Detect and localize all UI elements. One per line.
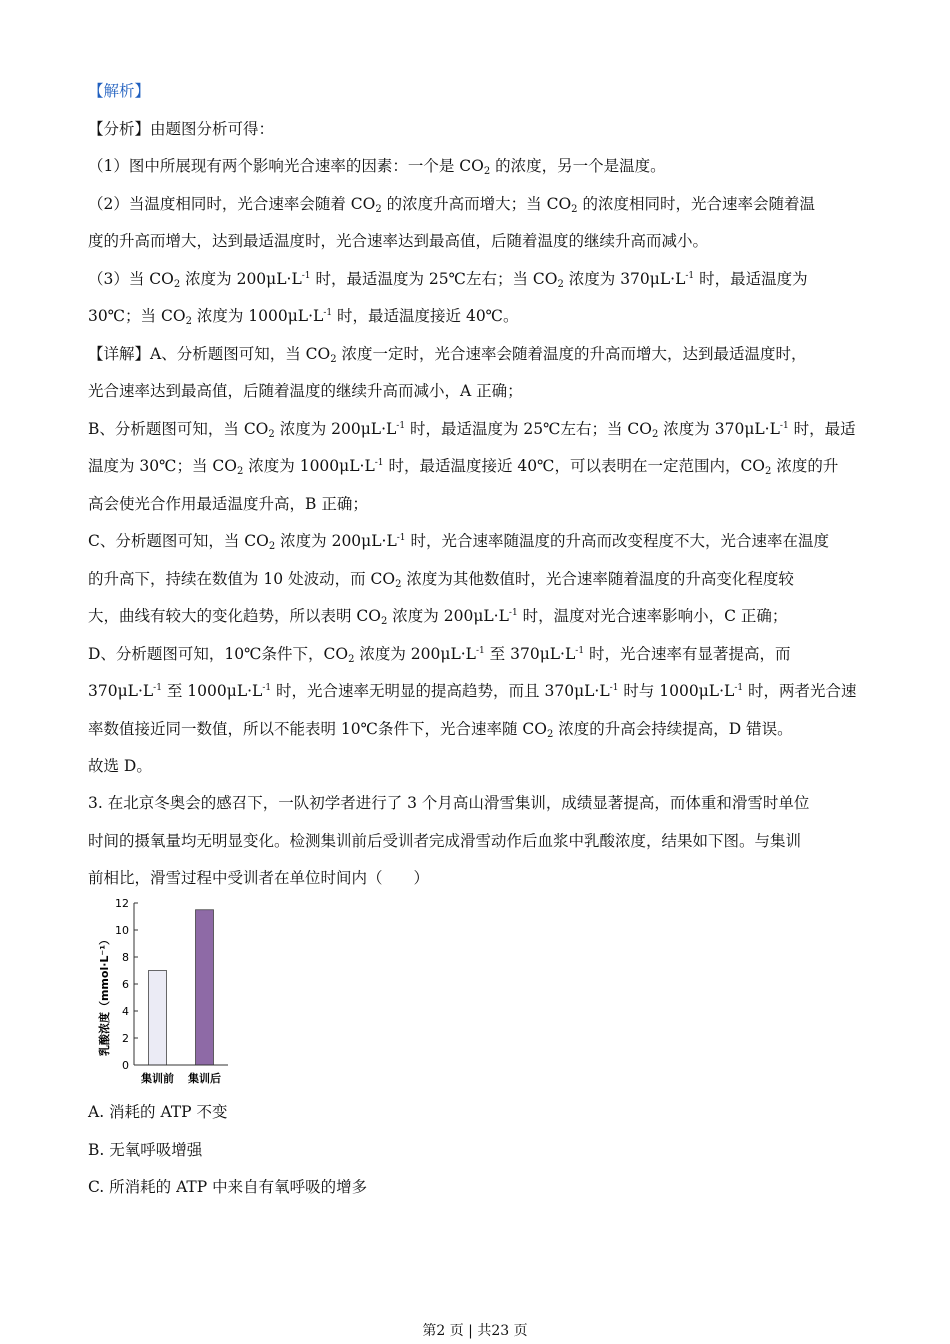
detail-option-b-end: 高会使光合作用最适温度升高，B 正确；: [88, 495, 368, 513]
option-a[interactable]: A. 消耗的 ATP 不变: [88, 1103, 228, 1121]
question-3-stem: 3. 在北京冬奥会的感召下，一队初学者进行了 3 个月高山滑雪集训，成绩显著提高，而体重和滑雪时单位: [88, 794, 810, 812]
page-footer: 第2 页 | 共23 页: [422, 1323, 528, 1339]
detail-option-a-cont: 光合速率达到最高值，后随着温度的继续升高而减小，A 正确；: [88, 382, 523, 400]
detail-option-b-cont: 温度为 30℃；当 $CO_2$ 浓度为 $1000\mu L\cdot L^{-1}$ 时，最适温度接近 40℃，可以表明在一定范围内，$CO_2$ 浓度的升: [88, 457, 839, 477]
question-3-stem-cont: 时间的摄氧量均无明显变化。检测集训前后受训者完成滑雪动作后血浆中乳酸浓度，结果如下图。与集训: [88, 832, 802, 850]
bar-after-training: [196, 910, 214, 1065]
detail-option-d-end: 率数值接近同一数值，所以不能表明 10℃条件下，光合速率随 $CO_2$ 浓度的升高会持续提高，D 错误。: [88, 720, 793, 740]
bars: [149, 910, 214, 1065]
option-b[interactable]: B. 无氧呼吸增强: [88, 1141, 203, 1159]
analysis-point-3-cont: 30℃；当 $CO_2$ 浓度为 $1000\mu L\cdot L^{-1}$ 时，最适温度接近 40℃。: [88, 307, 519, 327]
analysis-intro: 【分析】由题图分析可得：: [88, 120, 275, 138]
detail-option-a: 【详解】A、分析题图可知，当 $CO_2$ 浓度一定时，光合速率会随着温度的升高而增大，达到最适温度时，: [88, 345, 807, 365]
answer-line: 故选 D。: [88, 757, 152, 775]
detail-option-c: C、分析题图可知，当 $CO_2$ 浓度为 $200\mu L\cdot L^{-1}$ 时，光合速率随温度的升高而改变程度不大，光合速率在温度: [88, 532, 829, 552]
analysis-point-1: （1）图中所展现有两个影响光合速率的因素：一个是 $CO_2$ 的浓度，另一个是温度。: [88, 157, 666, 177]
y-tick-label: 6: [122, 978, 129, 991]
question-3-stem-end: 前相比，滑雪过程中受训者在单位时间内（ ）: [88, 869, 430, 887]
x-labels: [141, 1071, 221, 1085]
analysis-point-3: （3）当 $CO_2$ 浓度为 $200\mu L\cdot L^{-1}$ 时，最适温度为 25℃左右；当 $CO_2$ 浓度为 $370\mu L\cdot L^{-1}$ 时，最适温度为: [88, 270, 808, 290]
y-ticks: [115, 897, 138, 1072]
y-tick-label: 8: [122, 951, 129, 964]
x-category-label: 集训后: [188, 1072, 221, 1085]
detail-option-d-cont: $370\mu L\cdot L^{-1}$ 至 $1000\mu L\cdot L^{-1}$ 时，光合速率无明显的提高趋势，而且 $370\mu L\cdot L^{-1}$ 时与 $1000\mu L\cdot L^{-1}$ 时，两者光合速: [88, 682, 857, 700]
y-axis-label: 乳酸浓度（mmol·L⁻¹）: [98, 933, 111, 1057]
y-tick-label: 12: [115, 897, 129, 910]
y-tick-label: 2: [122, 1032, 129, 1045]
detail-option-b: B、分析题图可知，当 $CO_2$ 浓度为 $200\mu L\cdot L^{-1}$ 时，最适温度为 25℃左右；当 $CO_2$ 浓度为 $370\mu L\cdot L^{-1}$ 时，最适: [88, 420, 856, 440]
bar-before-training: [149, 971, 167, 1066]
y-tick-label: 10: [115, 924, 129, 937]
detail-option-c-cont: 的升高下，持续在数值为 10 处波动，而 $CO_2$ 浓度为其他数值时，光合速率随着温度的升高变化程度较: [88, 570, 794, 590]
y-tick-label: 0: [122, 1059, 129, 1072]
section-tag: 【解析】: [88, 82, 151, 100]
x-category-label: 集训前: [141, 1072, 174, 1085]
y-tick-label: 4: [122, 1005, 129, 1018]
lactate-bar-chart: [88, 893, 248, 1093]
analysis-point-2: （2）当温度相同时，光合速率会随着 $CO_2$ 的浓度升高而增大；当 $CO_2$ 的浓度相同时，光合速率会随着温: [88, 195, 815, 215]
option-c[interactable]: C. 所消耗的 ATP 中来自有氧呼吸的增多: [88, 1178, 368, 1196]
detail-option-c-end: 大，曲线有较大的变化趋势，所以表明 $CO_2$ 浓度为 $200\mu L\cdot L^{-1}$ 时，温度对光合速率影响小，C 正确；: [88, 607, 788, 627]
analysis-point-2-cont: 度的升高而增大，达到最适温度时，光合速率达到最高值，后随着温度的继续升高而减小。: [88, 232, 709, 250]
detail-option-d: D、分析题图可知，10℃条件下，$CO_2$ 浓度为 $200\mu L\cdot L^{-1}$ 至 $370\mu L\cdot L^{-1}$ 时，光合速率有显著提高，而: [88, 645, 791, 665]
